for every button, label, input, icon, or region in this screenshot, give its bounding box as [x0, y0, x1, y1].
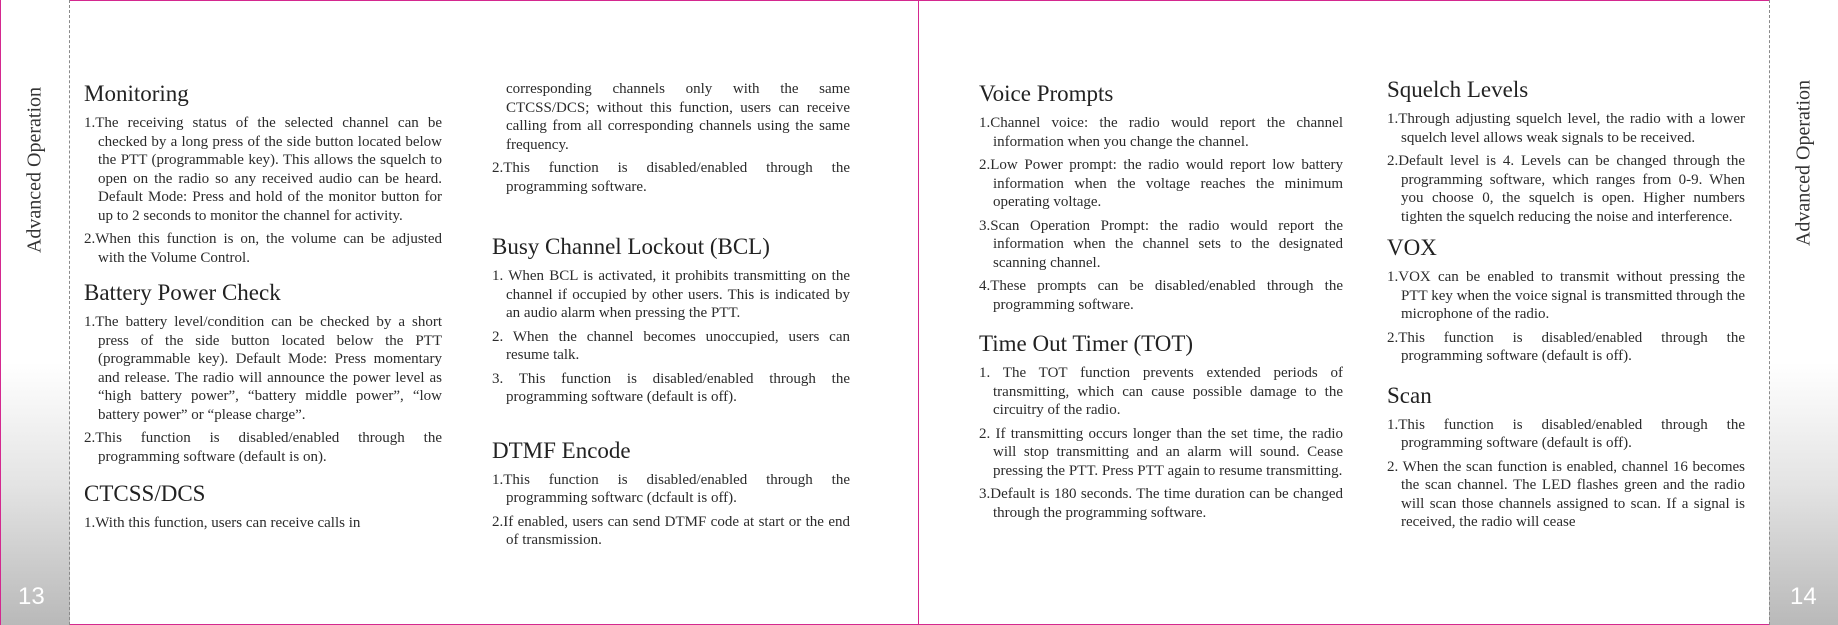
section-busy-channel-lockout	[492, 233, 850, 407]
heading-battery-power-check: Battery Power Check	[84, 280, 281, 305]
battery-item-1: 1.The battery level/condition can be checked by a short press of the side button located below the PTT (programmable key). Default Mode: Press momentary and release. The radio will announce the power level as “high battery power”, “battery middle power”, “low battery power” or “please charge”.	[84, 314, 442, 423]
heading-vox: VOX	[1387, 235, 1437, 260]
left-sidebar	[1, 0, 70, 625]
vox-item-1: 1.VOX can be enabled to transmit without pressing the PTT key when the voice signal is transmitted through the microphone of the radio.	[1387, 269, 1745, 322]
heading-scan: Scan	[1387, 382, 1432, 408]
column-2	[492, 80, 850, 562]
monitoring-item-2: 2.When this function is on, the volume can be adjusted with the Volume Control.	[84, 231, 442, 266]
voice-item-4: 4.These prompts can be disabled/enabled through the programming software.	[979, 278, 1343, 313]
monitoring-item-1: 1.The receiving status of the selected channel can be checked by a long press of the side button located below the PTT (programmable key). This allows the squelch to open on the radio so any received audio can be heard. Default Mode: Press and hold of the monitor button for up to 2 seconds to monitor the channel for activity.	[84, 115, 442, 224]
right-page-number: 14	[1790, 583, 1817, 610]
section-scan	[1387, 382, 1745, 532]
dtmf-item-2: 2.If enabled, users can send DTMF code at start or the end of transmission.	[492, 513, 850, 548]
section-voice-prompts	[979, 80, 1343, 314]
voice-item-3: 3.Scan Operation Prompt: the radio would report the information when the channel sets to the designated scanning channel.	[979, 217, 1343, 271]
heading-dtmf-encode: DTMF Encode	[492, 437, 631, 463]
heading-ctcss-dcs: CTCSS/DCS	[84, 481, 206, 506]
heading-monitoring: Monitoring	[84, 81, 189, 106]
column-1	[84, 80, 442, 545]
right-section-label: Advanced Operation	[1792, 79, 1815, 247]
squelch-item-1: 1.Through adjusting squelch level, the radio with a lower squelch level allows weak signals to be received.	[1387, 111, 1745, 146]
left-section-label: Advanced Operation	[23, 86, 46, 254]
vox-item-2: 2.This function is disabled/enabled through the programming software (default is off).	[1387, 329, 1745, 364]
section-dtmf-encode	[492, 437, 850, 550]
left-page-number: 13	[18, 583, 45, 610]
squelch-item-2: 2.Default level is 4. Levels can be changed through the programming software, which ranges from 0-9. When you choose 0, the squelch is open. Higher numbers tighten the squelch reducing the noise and interference.	[1387, 153, 1745, 225]
column-4	[1387, 76, 1745, 544]
section-battery-power-check	[84, 279, 442, 466]
tot-item-1: 1. The TOT function prevents extended periods of transmitting, which can cause possible damage to the circuitry of the radio.	[979, 365, 1343, 418]
battery-item-2: 2.This function is disabled/enabled through the programming software (default is on).	[84, 430, 442, 465]
bcl-item-3: 3. This function is disabled/enabled through the programming software (default is off).	[492, 370, 850, 405]
right-sidebar	[1769, 0, 1838, 625]
ctcss-continuation: corresponding channels only with the same CTCSS/DCS; without this function, users can receive calling from all corresponding channels using the same frequency.	[506, 81, 850, 153]
voice-item-1: 1.Channel voice: the radio would report the channel information when you change the channel.	[979, 115, 1343, 150]
heading-squelch-levels: Squelch Levels	[1387, 77, 1529, 102]
section-squelch-levels	[1387, 76, 1745, 226]
section-monitoring	[84, 80, 442, 267]
tot-item-3: 3.Default is 180 seconds. The time duration can be changed through the programming software.	[979, 486, 1343, 521]
dtmf-item-1: 1.This function is disabled/enabled through the programming softwarc (dcfault is off).	[492, 471, 850, 506]
bcl-item-2: 2. When the channel becomes unoccupied, users can resume talk.	[492, 328, 850, 363]
column-3	[979, 80, 1343, 534]
ctcss-item-1: 1.With this function, users can receive calls in	[84, 515, 361, 531]
heading-voice-prompts: Voice Prompts	[979, 81, 1114, 106]
section-vox	[1387, 234, 1745, 366]
ctcss-item-2: 2.This function is disabled/enabled through the programming software.	[492, 160, 850, 195]
heading-time-out-timer: Time Out Timer (TOT)	[979, 331, 1194, 356]
section-ctcss-dcs	[84, 480, 442, 533]
voice-item-2: 2.Low Power prompt: the radio would report low battery information when the voltage reaches the minimum operating voltage.	[979, 157, 1343, 210]
scan-item-2: 2. When the scan function is enabled, channel 16 becomes the scan channel. The LED flashes green and the radio will scan those channels assigned to scan. If a signal is received, the radio will cease	[1387, 458, 1745, 530]
section-time-out-timer	[979, 330, 1343, 522]
book-spine	[918, 0, 919, 625]
bcl-item-1: 1. When BCL is activated, it prohibits transmitting on the channel if occupied by other users. This is indicated by an audio alarm when pressing the PTT.	[492, 268, 850, 321]
scan-item-1: 1.This function is disabled/enabled through the programming software (default is off).	[1387, 416, 1745, 451]
tot-item-2: 2. If transmitting occurs longer than the set time, the radio will stop transmitting and an alarm will sound. Cease pressing the PTT. Press PTT again to resume transmitting.	[979, 425, 1343, 479]
heading-bcl: Busy Channel Lockout (BCL)	[492, 234, 770, 259]
